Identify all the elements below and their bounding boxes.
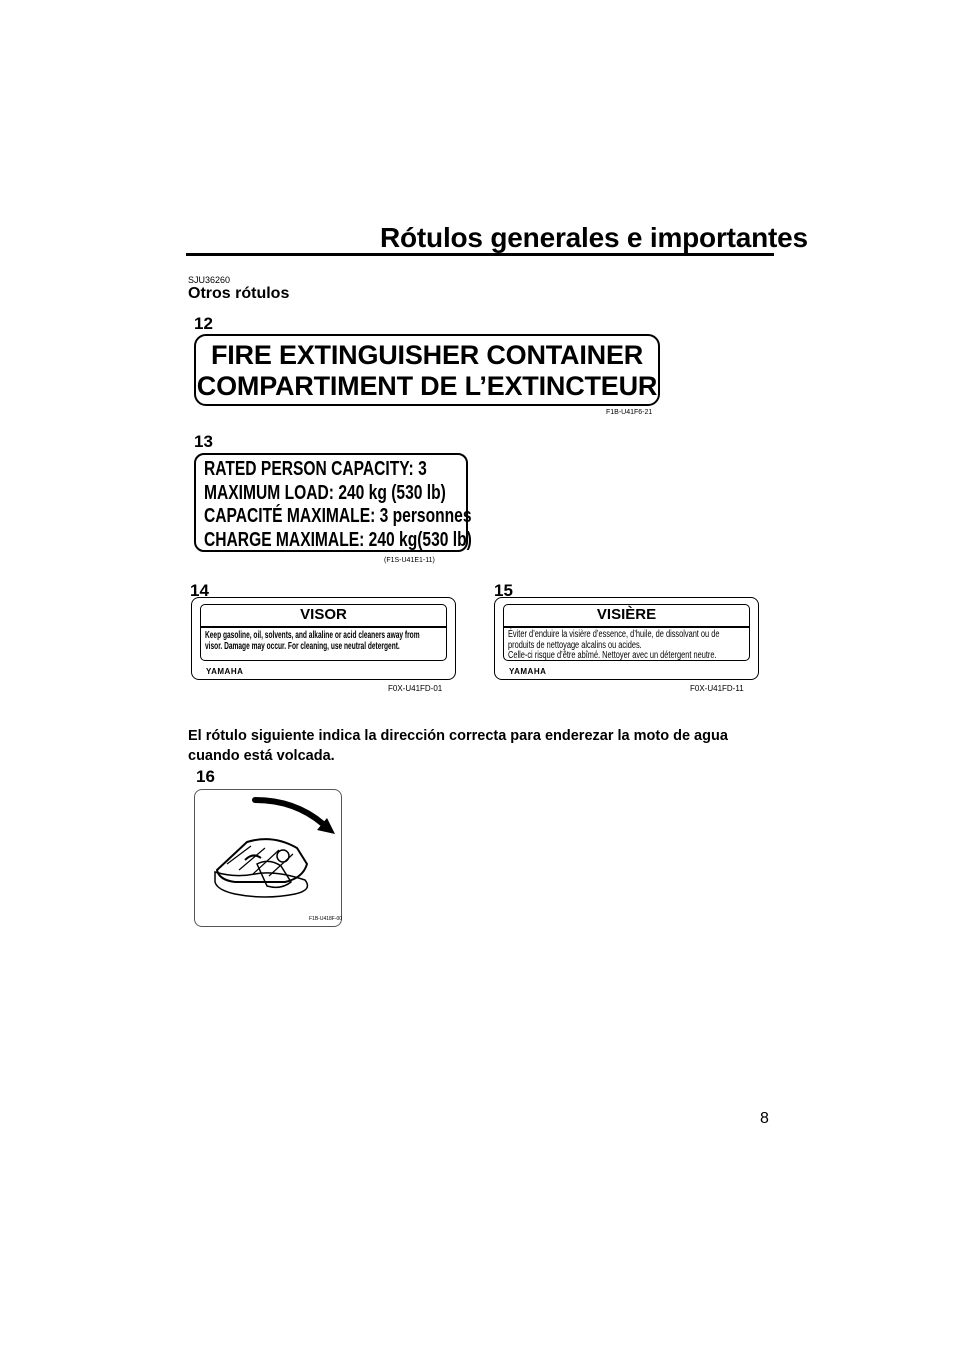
label-14-title: VISOR — [300, 606, 347, 623]
label-12-code: F1B-U41F6-21 — [606, 409, 653, 416]
label-14-text — [205, 630, 420, 652]
label-15-brand: YAMAHA — [509, 667, 547, 676]
label-12-line-1: FIRE EXTINGUISHER CONTAINER — [210, 340, 644, 370]
label-14-rule — [201, 626, 446, 628]
righting-instruction-paragraph: El rótulo siguiente indica la dirección correcta para enderezar la moto de agua cuando está volcada. — [188, 728, 728, 764]
page-title: Rótulos generales e importantes — [380, 222, 808, 253]
label-12-number: 12 — [194, 314, 213, 333]
section-code: SJU36260 — [188, 275, 231, 285]
label-13-line-1: RATED PERSON CAPACITY: 3 — [204, 458, 427, 480]
label-15-visiere — [494, 597, 759, 680]
label-16-righting-direction — [194, 789, 342, 927]
label-15-line-2: produits de nettoyage alcalins ou acides. — [508, 639, 642, 651]
label-13-number: 13 — [194, 432, 213, 451]
label-15-line-3: Celle-ci risque d’être abîmé. Nettoyer avec un détergent neutre. — [508, 650, 717, 661]
label-16-number: 16 — [196, 767, 215, 786]
label-13-line-4: CHARGE MAXIMALE: 240 kg(530 lb) — [204, 528, 472, 551]
label-13-line-2: MAXIMUM LOAD: 240 kg (530 lb) — [204, 481, 446, 504]
label-16-code: F1B-U418F-00 — [309, 916, 343, 922]
label-14-visor — [191, 597, 456, 680]
label-15-line-1: Éviter d’enduire la visière d’essence, d’huile, de dissolvant ou de — [508, 629, 720, 640]
label-15-inner-frame — [503, 604, 750, 661]
label-14-inner-frame — [200, 604, 447, 661]
label-12-line-2: COMPARTIMENT DE L’EXTINCTEUR — [196, 371, 658, 401]
label-15-number: 15 — [494, 581, 513, 600]
label-14-code: F0X-U41FD-01 — [388, 684, 443, 693]
label-15-title: VISIÈRE — [596, 606, 657, 623]
label-14-line-2: visor. Damage may occur. For cleaning, use neutral detergent. — [205, 641, 400, 652]
label-13-line-3: CAPACITÉ MAXIMALE: 3 personnes — [204, 505, 472, 527]
section-title: Otros rótulos — [188, 285, 290, 302]
label-14-brand: YAMAHA — [206, 667, 244, 676]
label-13-code: (F1S-U41E1-11) — [384, 557, 435, 564]
label-12-fire-extinguisher — [194, 334, 660, 406]
capsized-watercraft-icon — [195, 790, 341, 926]
header-rule — [186, 253, 774, 256]
label-14-number: 14 — [190, 581, 209, 600]
label-13-capacity — [194, 453, 472, 552]
page-number: 8 — [760, 1110, 769, 1127]
label-15-text — [508, 630, 719, 662]
label-15-code: F0X-U41FD-11 — [690, 684, 744, 693]
label-14-line-1: Keep gasoline, oil, solvents, and alkaline or acid cleaners away from — [205, 630, 420, 641]
label-15-rule — [504, 626, 749, 628]
